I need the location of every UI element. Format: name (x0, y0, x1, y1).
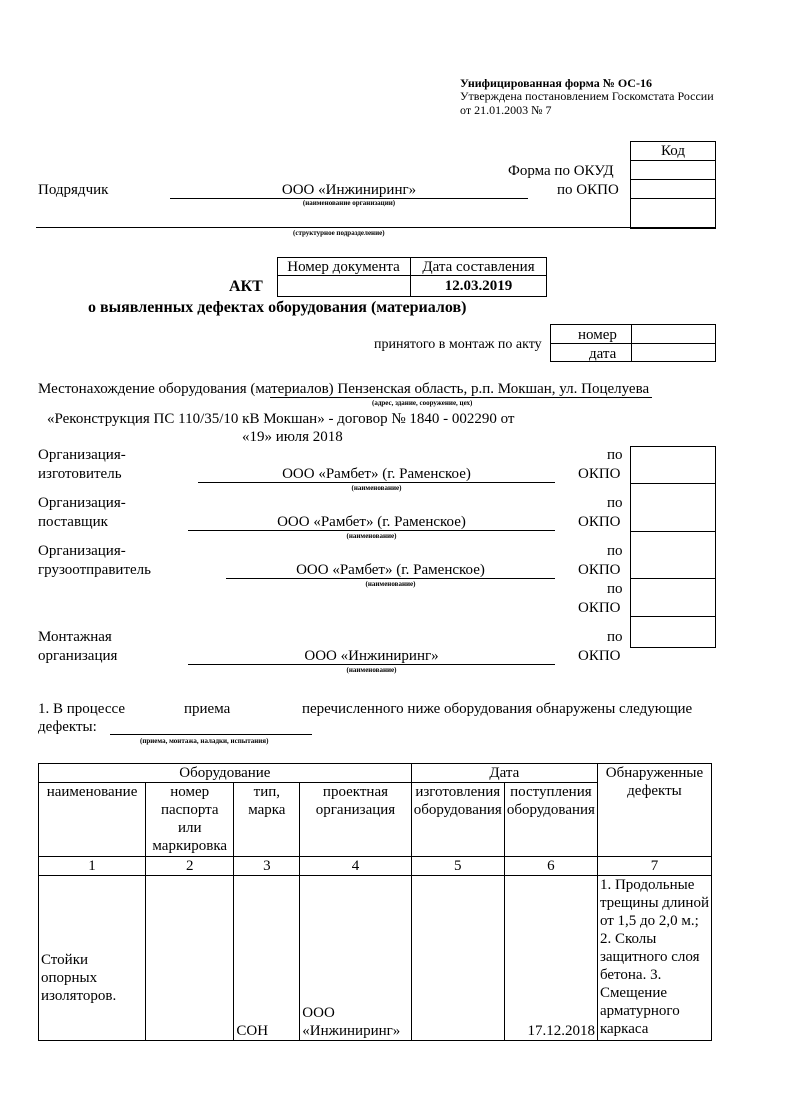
mount-name: ООО «Инжиниринг» (304, 648, 439, 664)
location-line2: «Реконструкция ПС 110/35/10 кВ Мокшан» - договор № 1840 - 002290 от (47, 411, 515, 427)
maker-label-2: изготовитель (38, 466, 122, 482)
section1-p4: дефекты: (38, 719, 97, 735)
unit-caption: (структурное подразделение) (293, 229, 385, 237)
maker-label-1: Организация- (38, 447, 126, 463)
act-num-label: номер (578, 327, 617, 343)
defects-table (38, 763, 712, 1041)
act-title: АКТ (229, 278, 263, 295)
act-date-label: дата (589, 346, 617, 362)
th-defects: Обнаруженные дефекты (597, 764, 711, 857)
location-line1: Местонахождение оборудования (материалов) Пензенская область, р.п. Мокшан, ул. Поцелуева (38, 381, 650, 397)
supplier-okpo: ОКПО (578, 514, 621, 530)
accepted-label: принятого в монтаж по акту (374, 337, 542, 352)
th-received-date: поступления оборудования (504, 783, 597, 857)
doc-number-label: Номер документа (287, 259, 400, 275)
approved-date: от 21.01.2003 № 7 (460, 103, 552, 117)
supplier-name: ООО «Рамбет» (г. Раменское) (277, 514, 466, 530)
maker-okpo: ОКПО (578, 466, 621, 482)
form-title: Унифицированная форма № ОС-16 (460, 76, 652, 90)
approved-text: Утверждена постановлением Госкомстата России (460, 89, 714, 103)
doc-date-label: Дата составления (422, 259, 535, 275)
cell-type: СОН (234, 876, 300, 1041)
supplier-label-1: Организация- (38, 495, 126, 511)
col-num-5: 5 (411, 857, 504, 876)
cell-received-date: 17.12.2018 (504, 876, 597, 1041)
mount-caption: (наименование) (346, 666, 397, 674)
mount-po: по (607, 629, 623, 645)
act-subtitle: о выявленных дефектах оборудования (материалов) (88, 299, 467, 316)
contractor-name: ООО «Инжиниринг» (281, 182, 417, 198)
location-line3: «19» июля 2018 (242, 429, 343, 445)
okud-label: Форма по ОКУД (508, 163, 614, 179)
maker-caption: (наименование) (351, 484, 402, 492)
shipper-okpo: ОКПО (578, 562, 621, 578)
mount-label-2: организация (38, 648, 118, 664)
cell-design-org: ООО «Инжиниринг» (300, 876, 411, 1041)
col-num-6: 6 (504, 857, 597, 876)
shipper-label-1: Организация- (38, 543, 126, 559)
okpo-label: по ОКПО (557, 182, 619, 198)
contractor-label: Подрядчик (38, 182, 109, 198)
col-num-1: 1 (39, 857, 146, 876)
doc-date: 12.03.2019 (444, 278, 513, 294)
mount-label-1: Монтажная (38, 629, 112, 645)
section1-caption: (приема, монтажа, наладки, испытания) (140, 737, 269, 745)
th-type: тип, марка (234, 783, 300, 857)
supplier-caption: (наименование) (346, 532, 397, 540)
col-num-2: 2 (146, 857, 234, 876)
shipper-label-2: грузоотправитель (38, 562, 151, 578)
supplier-po: по (607, 495, 623, 511)
extra-okpo: ОКПО (578, 600, 621, 616)
th-passport: номер паспорта или маркировка (146, 783, 234, 857)
section1-p1: 1. В процессе (38, 701, 125, 717)
cell-defects: 1. Продольные трещины длиной от 1,5 до 2,0 м.; 2. Сколы защитного слоя бетона. 3. Смещение арматурного каркаса (597, 876, 711, 1041)
section1-p3: перечисленного ниже оборудования обнаружены следующие (302, 701, 693, 717)
maker-name: ООО «Рамбет» (г. Раменское) (282, 466, 471, 482)
shipper-name: ООО «Рамбет» (г. Раменское) (296, 562, 485, 578)
th-equipment: Оборудование (39, 764, 412, 783)
cell-passport (146, 876, 234, 1041)
table-row (39, 876, 712, 1041)
extra-po: по (607, 581, 623, 597)
section1-p2: приема (184, 701, 231, 717)
contractor-caption: (наименование организации) (302, 199, 396, 207)
supplier-label-2: поставщик (38, 514, 108, 530)
location-caption: (адрес, здание, сооружение, цех) (372, 399, 473, 407)
th-design-org: проектная организация (300, 783, 411, 857)
shipper-caption: (наименование) (365, 580, 416, 588)
mount-okpo: ОКПО (578, 648, 621, 664)
code-label: Код (661, 143, 685, 159)
shipper-po: по (607, 543, 623, 559)
maker-po: по (607, 447, 623, 463)
cell-name: Стойки опорных изоляторов. (39, 876, 146, 1041)
th-date: Дата (411, 764, 597, 783)
col-num-7: 7 (597, 857, 711, 876)
cell-made-date (411, 876, 504, 1041)
col-num-3: 3 (234, 857, 300, 876)
th-made-date: изготовления оборудования (411, 783, 504, 857)
orgs-okpo-box (630, 446, 716, 648)
th-name: наименование (39, 783, 146, 857)
col-num-4: 4 (300, 857, 411, 876)
